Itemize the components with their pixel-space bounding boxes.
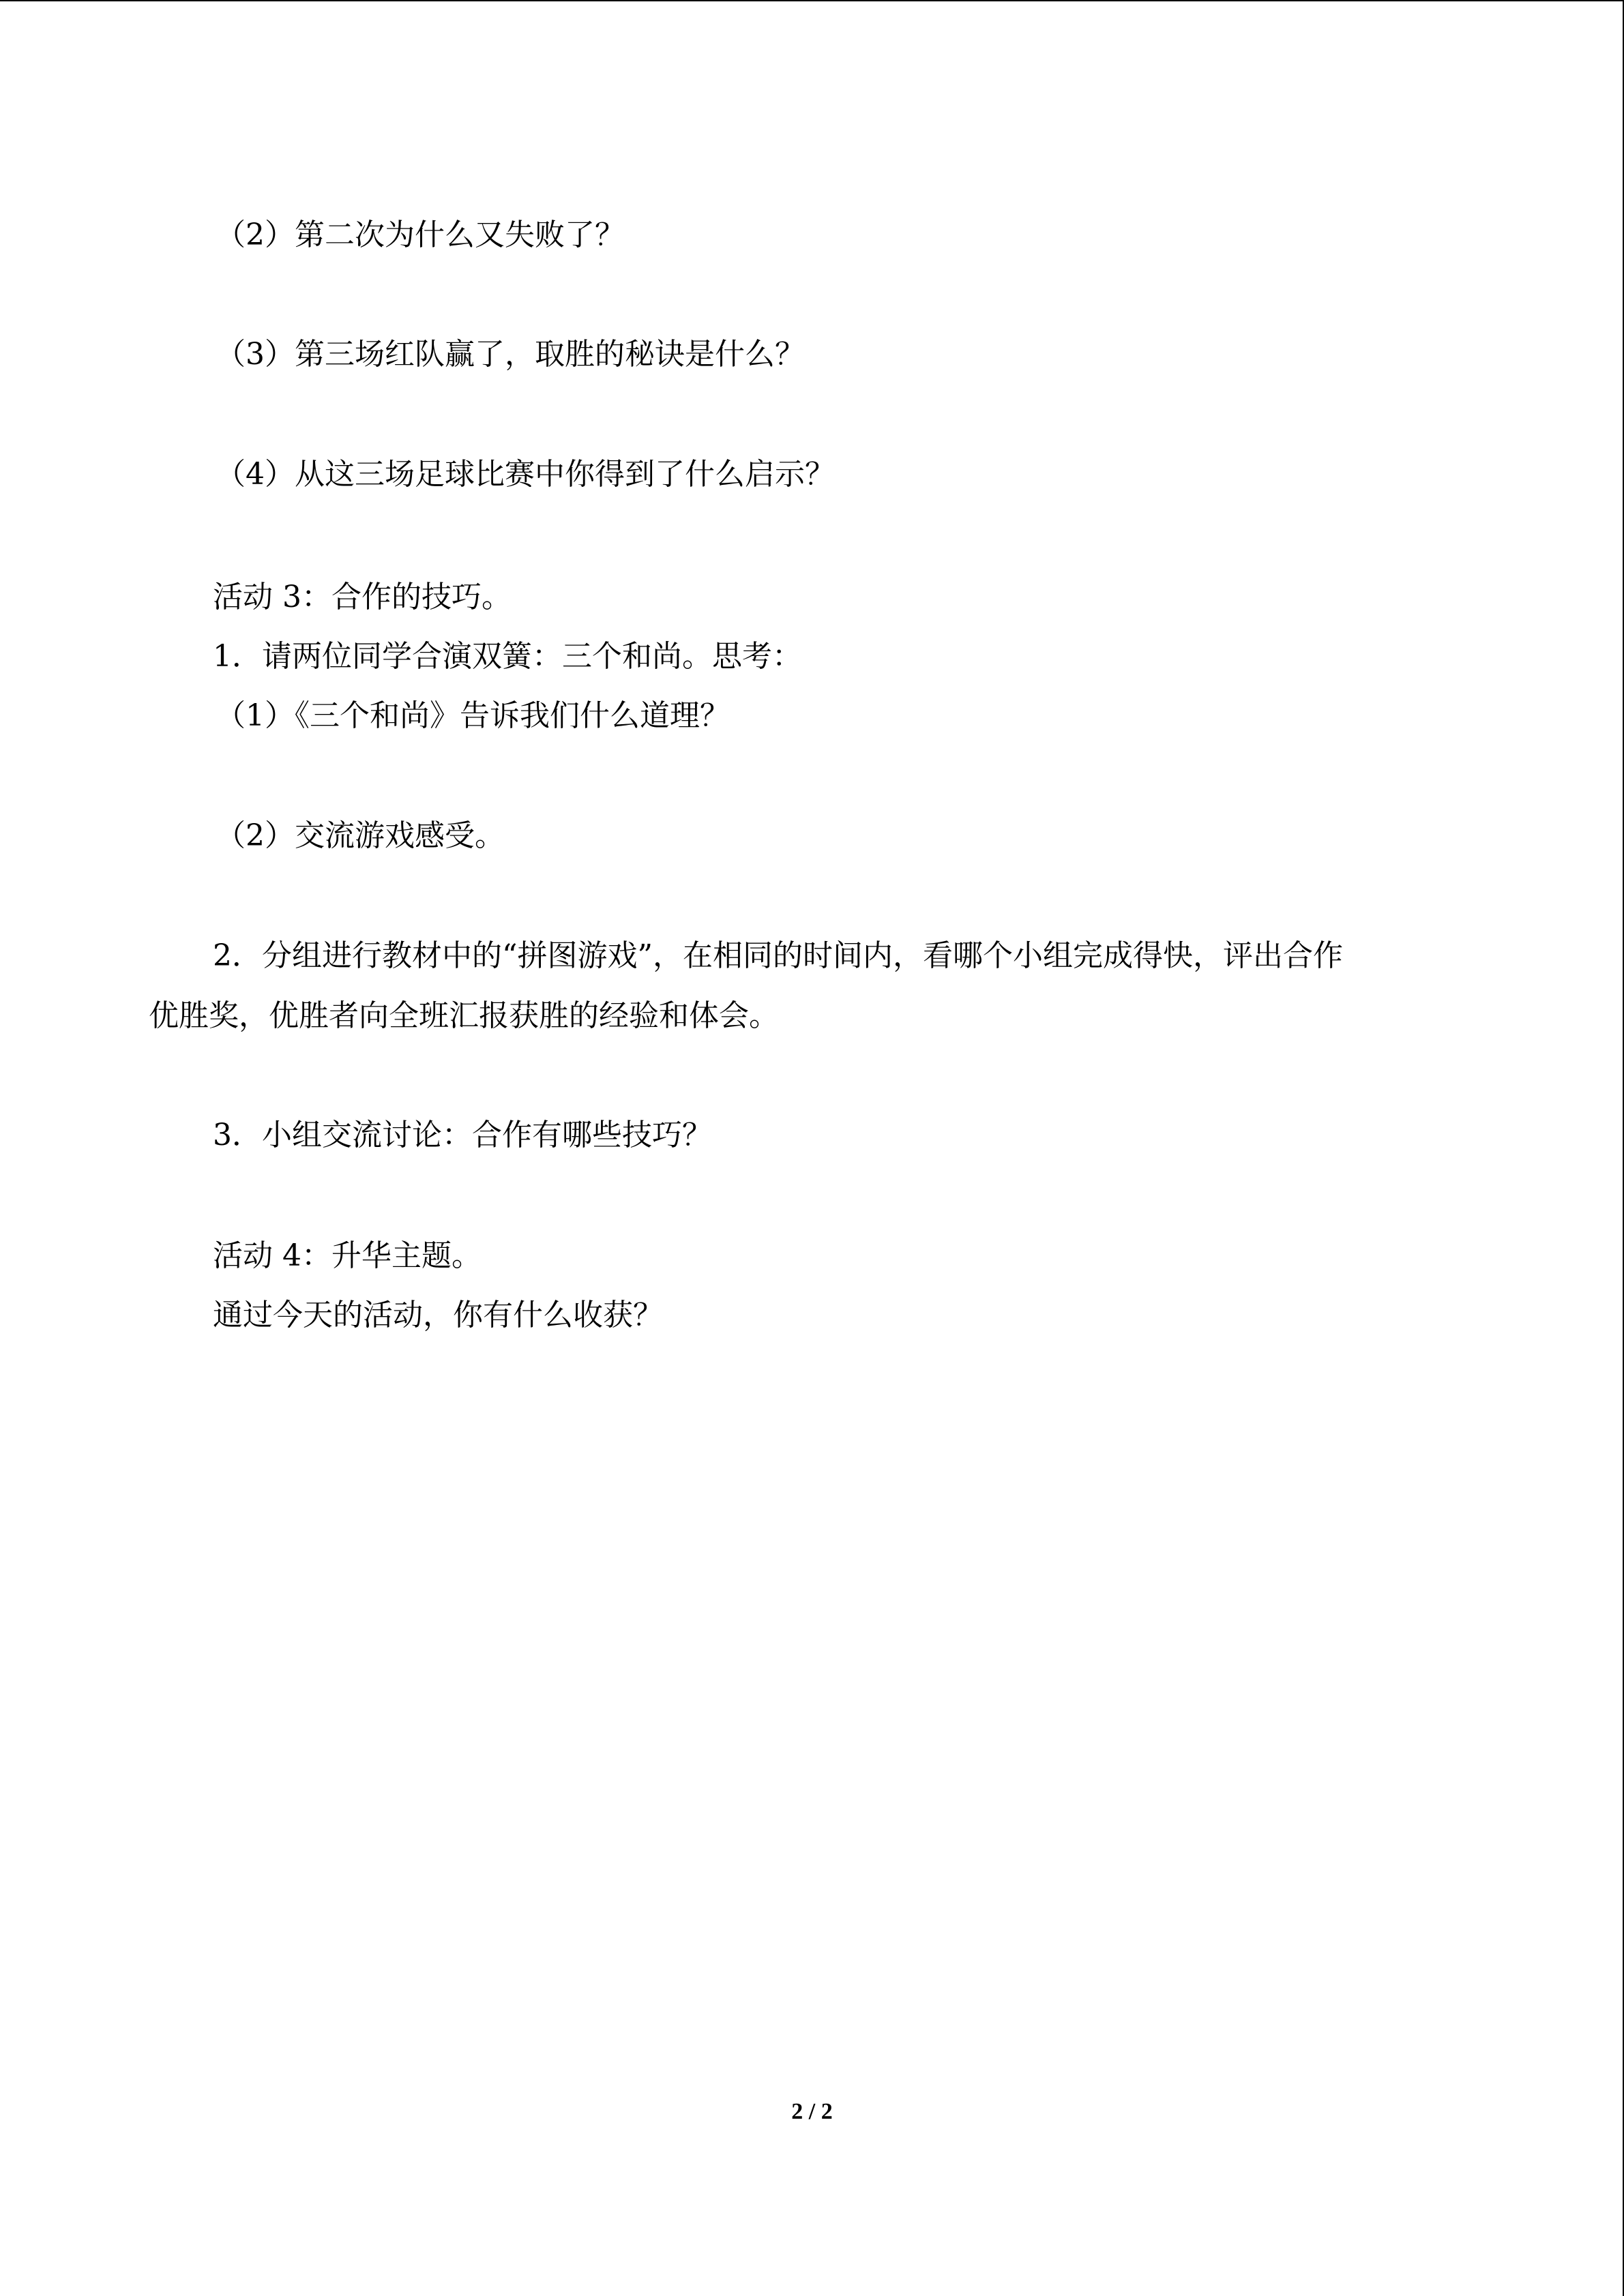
paragraph-line: 优胜奖，优胜者向全班汇报获胜的经验和体会。 <box>149 998 779 1033</box>
paragraph-line: 通过今天的活动，你有什么收获？ <box>213 1298 663 1332</box>
paragraph-line: 1．请两位同学合演双簧：三个和尚。思考： <box>213 639 802 674</box>
paragraph-line: 3．小组交流讨论：合作有哪些技巧？ <box>213 1118 712 1152</box>
paragraph-line: 2．分组进行教材中的“拼图游戏”，在相同的时间内，看哪个小组完成得快，评出合作 <box>213 938 1343 973</box>
question-line: （2）交流游戏感受。 <box>216 818 505 853</box>
activity-heading: 活动 3：合作的技巧。 <box>213 580 512 614</box>
question-line: （2）第二次为什么又失败了？ <box>216 218 625 252</box>
activity-heading: 活动 4：升华主题。 <box>213 1238 482 1273</box>
question-line: （3）第三场红队赢了，取胜的秘诀是什么？ <box>216 337 805 372</box>
question-line: （1）《三个和尚》告诉我们什么道理？ <box>216 698 730 733</box>
question-line: （4）从这三场足球比赛中你得到了什么启示？ <box>216 457 835 492</box>
page-number: 2 / 2 <box>791 2099 833 2124</box>
